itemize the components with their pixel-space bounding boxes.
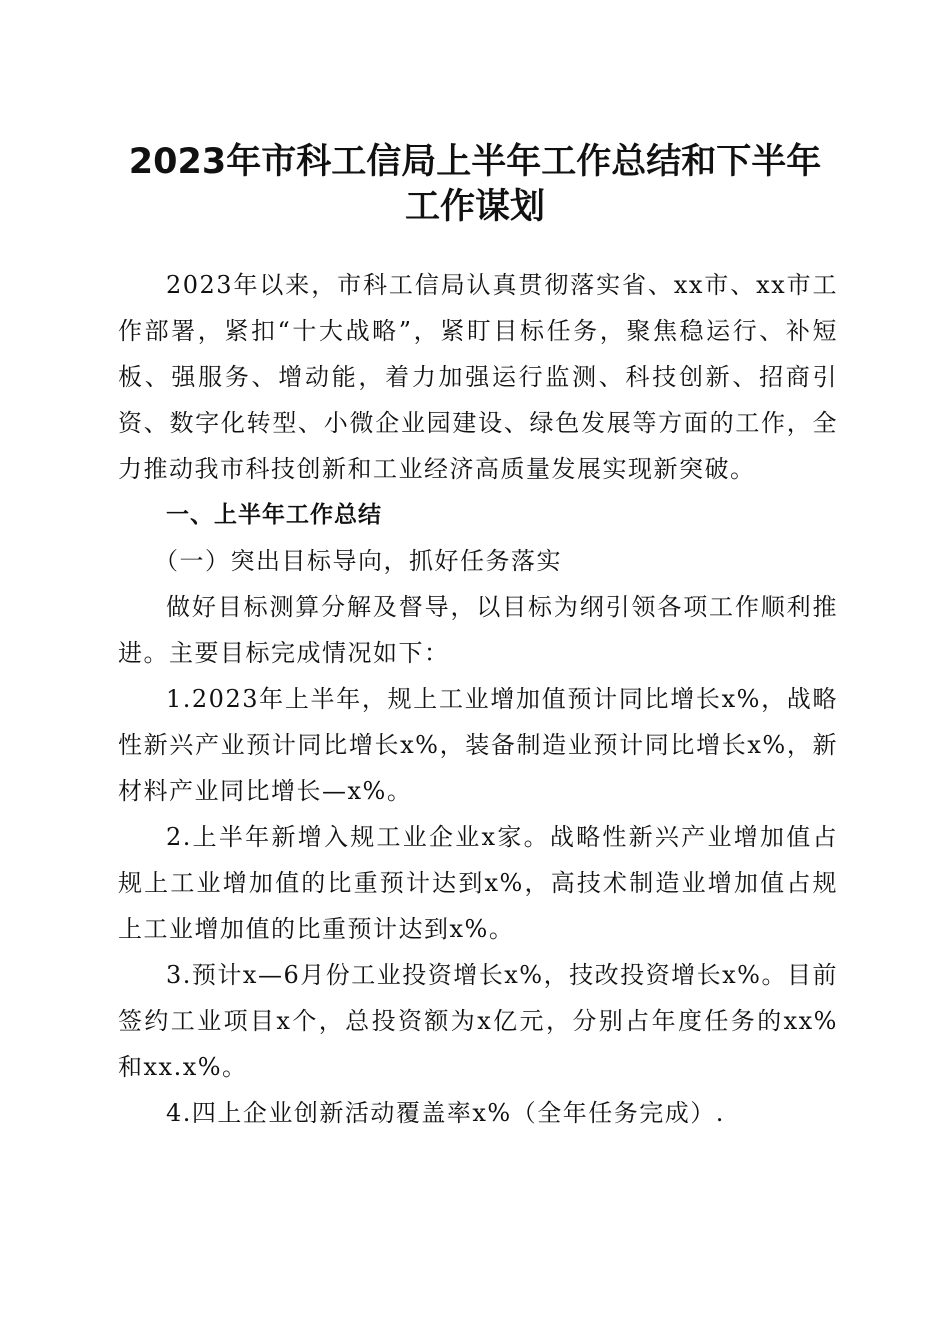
list-item: 1.2023年上半年，规上工业增加值预计同比增长x%，战略性新兴产业预计同比增长x%，装备制造业预计同比增长x%，新材料产业同比增长—x%。 <box>118 685 838 805</box>
list-item: 2.上半年新增入规工业企业x家。战略性新兴产业增加值占规上工业增加值的比重预计达到x%，高技术制造业增加值占规上工业增加值的比重预计达到x%。 <box>118 823 838 943</box>
list-item: 3.预计x—6月份工业投资增长x%，技改投资增长x%。目前签约工业项目x个，总投资额为x亿元，分别占年度任务的xx%和xx.x%。 <box>118 961 838 1081</box>
title-line-2: 工作谋划 <box>404 187 545 227</box>
intro-paragraph: 2023年以来，市科工信局认真贯彻落实省、xx市、xx市工作部署，紧扣“十大战略”，紧盯目标任务，聚焦稳运行、补短板、强服务、增动能，着力加强运行监测、科技创新、招商引资、数字化转型、小微企业园建设、绿色发展等方面的工作，全力推动我市科技创新和工业经济高质量发展实现新突破。 <box>118 271 838 483</box>
section-heading: 一、上半年工作总结 <box>166 502 382 528</box>
subsection-heading: （一）突出目标导向，抓好任务落实 <box>154 547 562 575</box>
list-item: 4.四上企业创新活动覆盖率x%（全年任务完成）. <box>166 1099 725 1127</box>
subsection-intro-paragraph: 做好目标测算分解及督导，以目标为纲引领各项工作顺利推进。主要目标完成情况如下： <box>118 593 838 667</box>
title-line-1: 2023年市科工信局上半年工作总结和下半年 <box>128 142 822 182</box>
document-title <box>95 140 855 230</box>
document-body <box>118 262 838 1136</box>
